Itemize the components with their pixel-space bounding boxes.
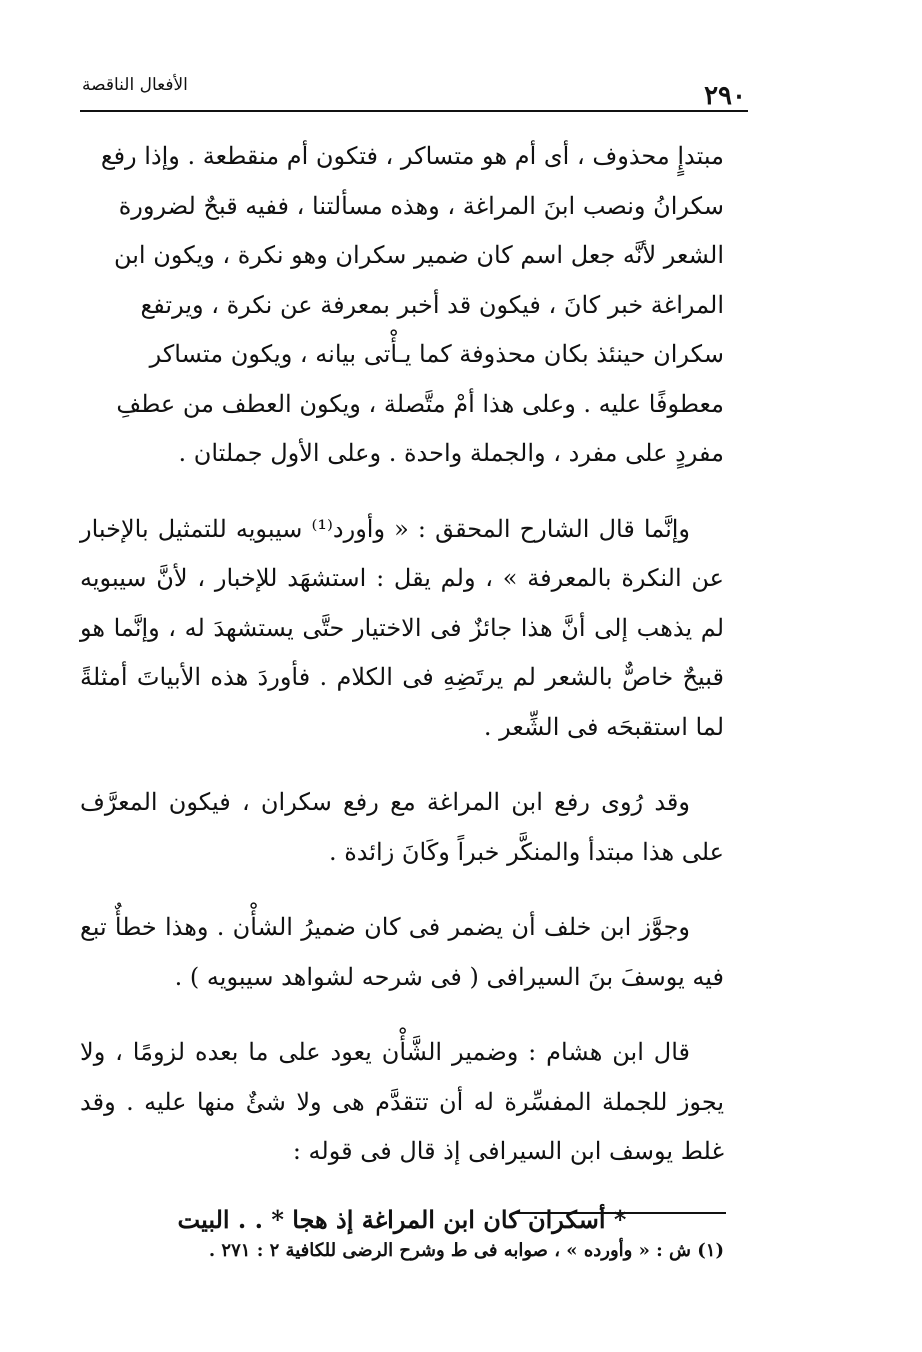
paragraph-5: قال ابن هشام : وضمير الشَّأْن يعود على ما بعده لزومًا ، ولا يجوز للجملة المفسِّرة له أن تتقدَّم هى ولا شئٌ منها عليه . وقد غلط يوسف ابن السيرافى إذ قال فى قوله : [80,1038,724,1165]
paragraph-4: وجوَّز ابن خلف أن يضمر فى كان ضميرُ الشأْن . وهذا خطأٌ تبع فيه يوسفَ بنَ السيرافى ( فى شرحه لشواهد سيبويه ) . [80,913,724,991]
footnote-divider [516,1212,726,1214]
paragraph-1: مبتدإٍ محذوف ، أى أم هو متساكر ، فتكون أم منقطعة . وإذا رفع سكرانُ ونصب ابنَ المراغة ، وهذه مسألتنا ، ففيه قبحٌ لضرورة الشعر لأنَّه جعل اسم كان ضمير سكران وهو نكرة ، ويكون ابن المراغة خبر كانَ ، فيكون قد أخبر بمعرفة عن نكرة ، ويرتفع سكران حينئذ بكان محذوفة كما يـأْتى بيانه ، ويكون متساكر معطوفًا عليه . وعلى هذا أمْ متَّصلة ، ويكون العطف من عطفِ مفردٍ على مفرد ، والجملة واحدة . وعلى الأول جملتان . [100,142,724,467]
page-header [80,66,748,110]
running-title: الأفعال الناقصة [82,75,188,95]
verse-line: * أسكران كان ابن المراغة إذ هجا * . . البيت [177,1204,627,1234]
main-text [80,132,724,1244]
paragraph-2: وإنَّما قال الشارح المحقق : « وأورد⁽¹⁾ سيبويه للتمثيل بالإخبار عن النكرة بالمعرفة » ، ولم يقل : استشهَد للإخبار ، لأنَّ سيبويه لم يذهب إلى أنَّ هذا جائزٌ فى الاختيار حتَّى يستشهدَ له ، وإنَّما هو قبيحٌ خاصٌّ بالشعر لم يرتَضِهِ فى الكلام . فأوردَ هذه الأبياتَ أمثلةً لما استقبحَه فى الشِّعر . [80,514,724,741]
page-number: ٢٩٠ [704,81,746,111]
footnote: (١) ش : « وأورده » ، صوابه فى ط وشرح الرضى للكافية ٢ : ٢٧١ . [208,1240,724,1261]
paragraph-3: وقد رُوى رفع ابن المراغة مع رفع سكران ، فيكون المعرَّف على هذا مبتدأ والمنكَّر خبراً وكَانَ زائدة . [80,788,724,866]
header-divider [80,110,748,112]
